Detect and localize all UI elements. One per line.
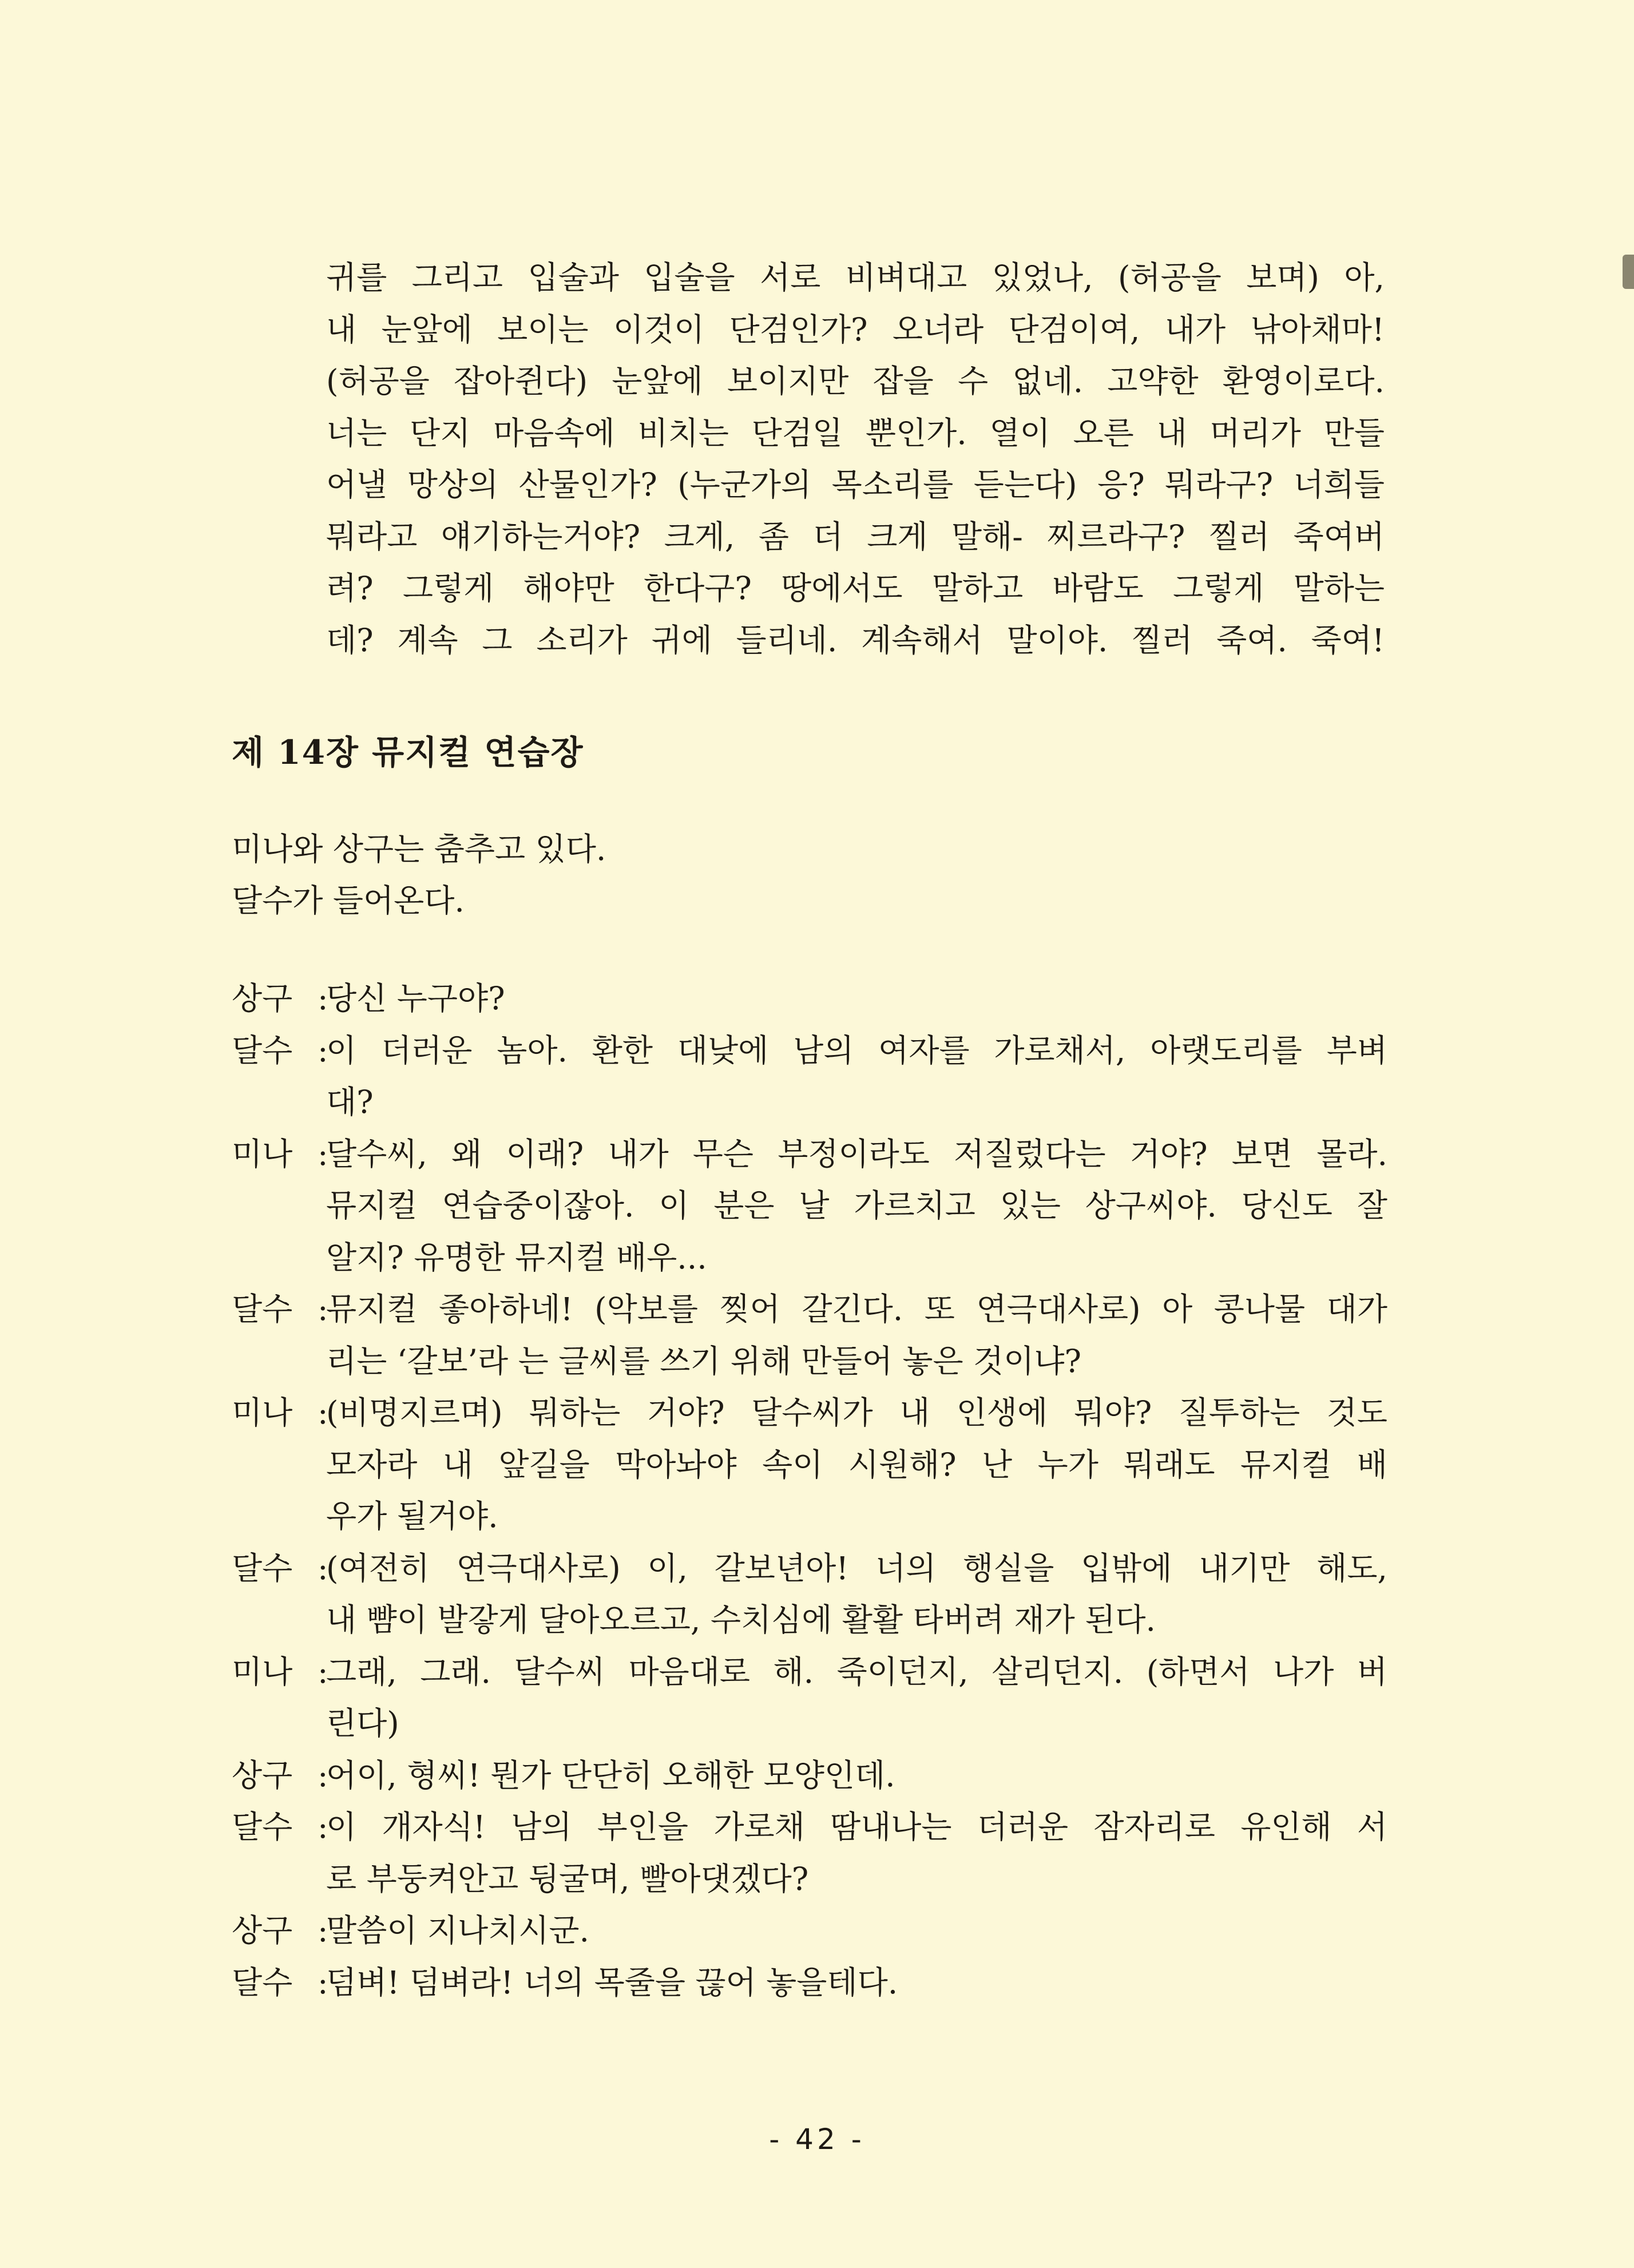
- dialogue-line: 덤벼! 덤벼라! 너의 목줄을 끊어 놓을테다.: [326, 1964, 898, 2001]
- speaker-colon: :: [318, 1135, 328, 1172]
- monologue-line: (허공을 잡아쥔다) 눈앞에 보이지만 잡을 수 없네. 고약한 환영이로다.: [326, 363, 1385, 399]
- dialogue-line: 어이, 형씨! 뭔가 단단히 오해한 모양인데.: [326, 1756, 895, 1794]
- dialogue-text: [326, 1387, 1387, 1543]
- dialogue-entry: [232, 1543, 1387, 1646]
- speaker-name: 상구: [232, 980, 293, 1017]
- monologue-line: 려? 그렇게 해야만 한다구? 땅에서도 말하고 바람도 그렇게 말하는: [326, 570, 1385, 606]
- monologue-line: 데? 계속 그 소리가 귀에 들리네. 계속해서 말이야. 찔러 죽여. 죽여!: [326, 621, 1385, 659]
- dialogue-text: [326, 1750, 1387, 1802]
- monologue-line: 내 눈앞에 보이는 이것이 단검인가? 오너라 단검이여, 내가 낚아채마!: [326, 311, 1385, 348]
- monologue-line: 너는 단지 마음속에 비치는 단검일 뿐인가. 열이 오른 내 머리가 만들: [326, 414, 1385, 451]
- dialogue-line: 알지? 유명한 뮤지컬 배우...: [326, 1239, 707, 1276]
- dialogue-line: 이 개자식! 남의 부인을 가로채 땀내나는 더러운 잠자리로 유인해 서: [326, 1809, 1387, 1845]
- dialogue-line: 뮤지컬 연습중이잖아. 이 분은 날 가르치고 있는 상구씨야. 당신도 잘: [326, 1187, 1387, 1224]
- dialogue-text: [326, 973, 1387, 1025]
- dialogue-text: [326, 1283, 1387, 1387]
- dialogue-entry: [232, 1957, 1387, 2009]
- dialogue-entry: [232, 1801, 1387, 1905]
- monologue-line: 어낼 망상의 산물인가? (누군가의 목소리를 듣는다) 응? 뭐라구? 너희들: [326, 466, 1385, 503]
- dialogue-entry: [232, 1905, 1387, 1957]
- dialogue-line: (비명지르며) 뭐하는 거야? 달수씨가 내 인생에 뭐야? 질투하는 것도: [326, 1394, 1387, 1431]
- dialogue-line: 당신 누구야?: [326, 980, 505, 1017]
- dialogue-text: [326, 1646, 1387, 1750]
- speaker-colon: :: [318, 1912, 328, 1949]
- stage-direction: 미나와 상구는 춤추고 있다.: [232, 831, 606, 867]
- speaker-colon: :: [318, 1291, 328, 1327]
- dialogue-line: 모자라 내 앞길을 막아놔야 속이 시원해? 난 누가 뭐래도 뮤지컬 배: [326, 1446, 1387, 1483]
- speaker-name: 달수: [232, 1549, 293, 1587]
- dialogue-line: 달수씨, 왜 이래? 내가 무슨 부정이라도 저질렀다는 거야? 보면 몰라.: [326, 1135, 1387, 1172]
- dialogue-line: 이 더러운 놈아. 환한 대낮에 남의 여자를 가로채서, 아랫도리를 부벼: [326, 1032, 1387, 1069]
- speaker-colon: :: [318, 1756, 328, 1794]
- dialogue-entry: [232, 1387, 1387, 1543]
- speaker-name: 상구: [232, 1756, 293, 1794]
- page-number: - 42 -: [769, 2123, 865, 2156]
- dialogue-line: 리는 ‘갈보’라 는 글씨를 쓰기 위해 만들어 놓은 것이냐?: [326, 1342, 1082, 1379]
- speaker-colon: :: [318, 1809, 328, 1845]
- speaker-name: 달수: [232, 1809, 293, 1845]
- dialogue-line: 대?: [326, 1084, 374, 1120]
- speaker-colon: :: [318, 1653, 328, 1690]
- speaker-name: 달수: [232, 1032, 293, 1069]
- speaker-colon: :: [318, 1549, 328, 1587]
- monologue-line: 뭐라고 얘기하는거야? 크게, 좀 더 크게 말해- 찌르라구? 찔러 죽여버: [326, 518, 1385, 555]
- speaker-name: 상구: [232, 1912, 293, 1949]
- monologue-line: 귀를 그리고 입술과 입술을 서로 비벼대고 있었나, (허공을 보며) 아,: [326, 259, 1385, 296]
- dialogue-text: [326, 1543, 1387, 1646]
- speaker-name: 달수: [232, 1964, 293, 2001]
- dialogue-line: (여전히 연극대사로) 이, 갈보년아! 너의 행실을 입밖에 내기만 해도,: [326, 1549, 1387, 1587]
- dialogue-text: [326, 1025, 1387, 1128]
- speaker-colon: :: [318, 1032, 328, 1069]
- dialogue-entry: [232, 1025, 1387, 1128]
- scene-heading: 제 14장 뮤지컬 연습장: [232, 733, 584, 772]
- speaker-name: 미나: [232, 1653, 293, 1690]
- dialogue-entry: [232, 1646, 1387, 1750]
- speaker-colon: :: [318, 1964, 328, 2001]
- dialogue-entry: [232, 1750, 1387, 1802]
- dialogue-entry: [232, 1128, 1387, 1284]
- dialogue-entry: [232, 1283, 1387, 1387]
- dialogue-text: [326, 1128, 1387, 1284]
- stage-direction: 달수가 들어온다.: [232, 882, 465, 919]
- dialogue-line: 린다): [326, 1705, 399, 1742]
- speaker-colon: :: [318, 980, 328, 1017]
- monologue-continuation: [326, 252, 1385, 666]
- scan-edge-mark: [1623, 255, 1634, 289]
- dialogue-line: 그래, 그래. 달수씨 마음대로 해. 죽이던지, 살리던지. (하면서 나가 버: [326, 1653, 1387, 1690]
- speaker-name: 달수: [232, 1291, 293, 1327]
- speaker-colon: :: [318, 1394, 328, 1431]
- dialogue-list: [232, 973, 1387, 2008]
- dialogue-line: 우가 될거야.: [326, 1498, 498, 1535]
- dialogue-line: 내 뺨이 발갛게 달아오르고, 수치심에 활활 타버려 재가 된다.: [326, 1601, 1156, 1638]
- dialogue-text: [326, 1905, 1387, 1957]
- speaker-name: 미나: [232, 1135, 293, 1172]
- dialogue-line: 말씀이 지나치시군.: [326, 1912, 590, 1949]
- dialogue-line: 로 부둥켜안고 뒹굴며, 빨아댓겠다?: [326, 1860, 809, 1897]
- dialogue-entry: [232, 973, 1387, 1025]
- dialogue-line: 뮤지컬 좋아하네! (악보를 찢어 갈긴다. 또 연극대사로) 아 콩나물 대가: [326, 1291, 1387, 1327]
- speaker-name: 미나: [232, 1394, 293, 1431]
- dialogue-text: [326, 1801, 1387, 1905]
- dialogue-text: [326, 1957, 1387, 2009]
